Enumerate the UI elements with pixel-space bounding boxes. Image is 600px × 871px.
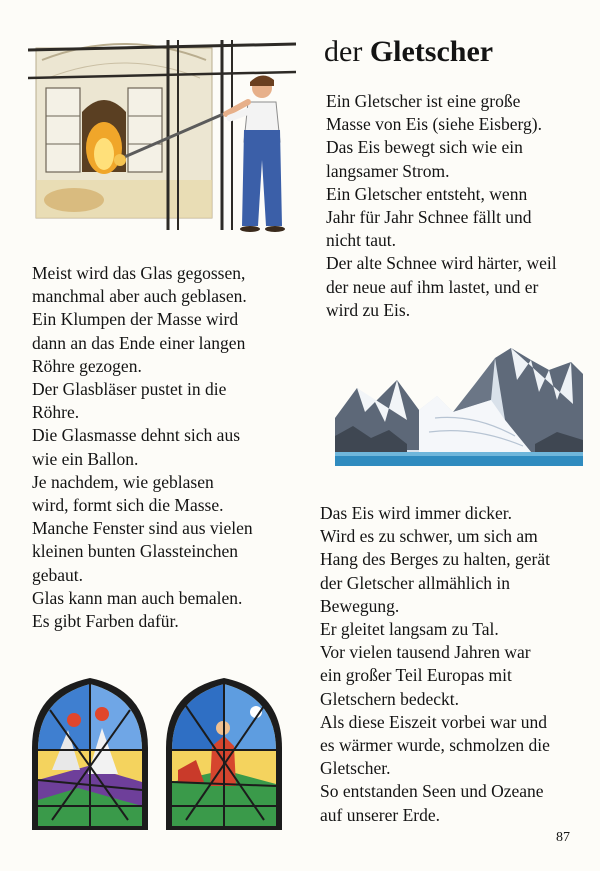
glacier-continued-paragraph	[320, 502, 550, 827]
text-line: auf unserer Erde.	[320, 804, 441, 825]
text-line: wird, formt sich die Masse.	[32, 495, 224, 516]
text-line: Der alte Schnee wird härter, weil	[326, 253, 557, 274]
text-line: Ein Gletscher entsteht, wenn	[326, 183, 528, 204]
text-line: Wird es zu schwer, um sich am	[320, 526, 538, 547]
text-line: kleinen bunten Glassteinchen	[32, 541, 239, 562]
text-line: Je nachdem, wie geblasen	[32, 471, 214, 492]
text-line: Glas kann man auch bemalen.	[32, 587, 243, 608]
text-line: Das Eis wird immer dicker.	[320, 503, 512, 523]
text-line: Das Eis bewegt sich wie ein	[326, 137, 523, 158]
text-line: ein großer Teil Europas mit	[320, 665, 512, 686]
text-line: Der Glasbläser pustet in die	[32, 379, 227, 400]
text-line: Ein Klumpen der Masse wird	[32, 309, 239, 330]
left-window	[32, 678, 148, 830]
text-line: Jahr für Jahr Schnee fällt und	[326, 207, 532, 228]
text-line: der Gletscher allmählich in	[320, 572, 510, 593]
text-line: manchmal aber auch geblasen.	[32, 286, 247, 307]
title-article: der	[324, 35, 363, 68]
text-line: wird zu Eis.	[326, 299, 411, 320]
glacier-intro-paragraph	[326, 90, 557, 322]
text-line: Er gleitet langsam zu Tal.	[320, 619, 499, 640]
text-line: Röhre.	[32, 402, 80, 423]
text-line: Gletschern bedeckt.	[320, 688, 459, 709]
text-line: Ein Gletscher ist eine große	[326, 91, 521, 111]
text-line: der neue auf ihm lastet, und er	[326, 276, 539, 297]
text-line: nicht taut.	[326, 230, 396, 251]
text-line: So entstanden Seen und Ozeane	[320, 781, 544, 802]
text-line: Bewegung.	[320, 595, 400, 616]
page-title	[324, 34, 493, 70]
text-line: Es gibt Farben dafür.	[32, 611, 179, 632]
text-line: es wärmer wurde, schmolzen die	[320, 735, 550, 756]
page-number: 87	[556, 830, 570, 845]
text-line: Als diese Eiszeit vorbei war und	[320, 711, 547, 732]
text-line: gebaut.	[32, 564, 84, 585]
text-line: Gletscher.	[320, 758, 391, 779]
text-line: Vor vielen tausend Jahren war	[320, 642, 531, 663]
text-line: Meist wird das Glas gegossen,	[32, 263, 246, 283]
glassblower-illustration	[28, 30, 296, 242]
glacier-illustration	[335, 340, 583, 470]
right-window	[166, 678, 282, 830]
text-line: Röhre gezogen.	[32, 355, 142, 376]
title-noun: Gletscher	[369, 35, 494, 68]
text-line: wie ein Ballon.	[32, 448, 139, 469]
glassmaking-paragraph	[32, 262, 253, 633]
text-line: dann an das Ende einer langen	[32, 332, 246, 353]
text-line: Manche Fenster sind aus vielen	[32, 518, 253, 539]
text-line: Masse von Eis (siehe Eisberg).	[326, 114, 542, 135]
text-line: Die Glasmasse dehnt sich aus	[32, 425, 241, 446]
stained-glass-windows-illustration	[28, 670, 290, 832]
text-line: langsamer Strom.	[326, 160, 450, 181]
text-line: Hang des Berges zu halten, gerät	[320, 549, 551, 570]
